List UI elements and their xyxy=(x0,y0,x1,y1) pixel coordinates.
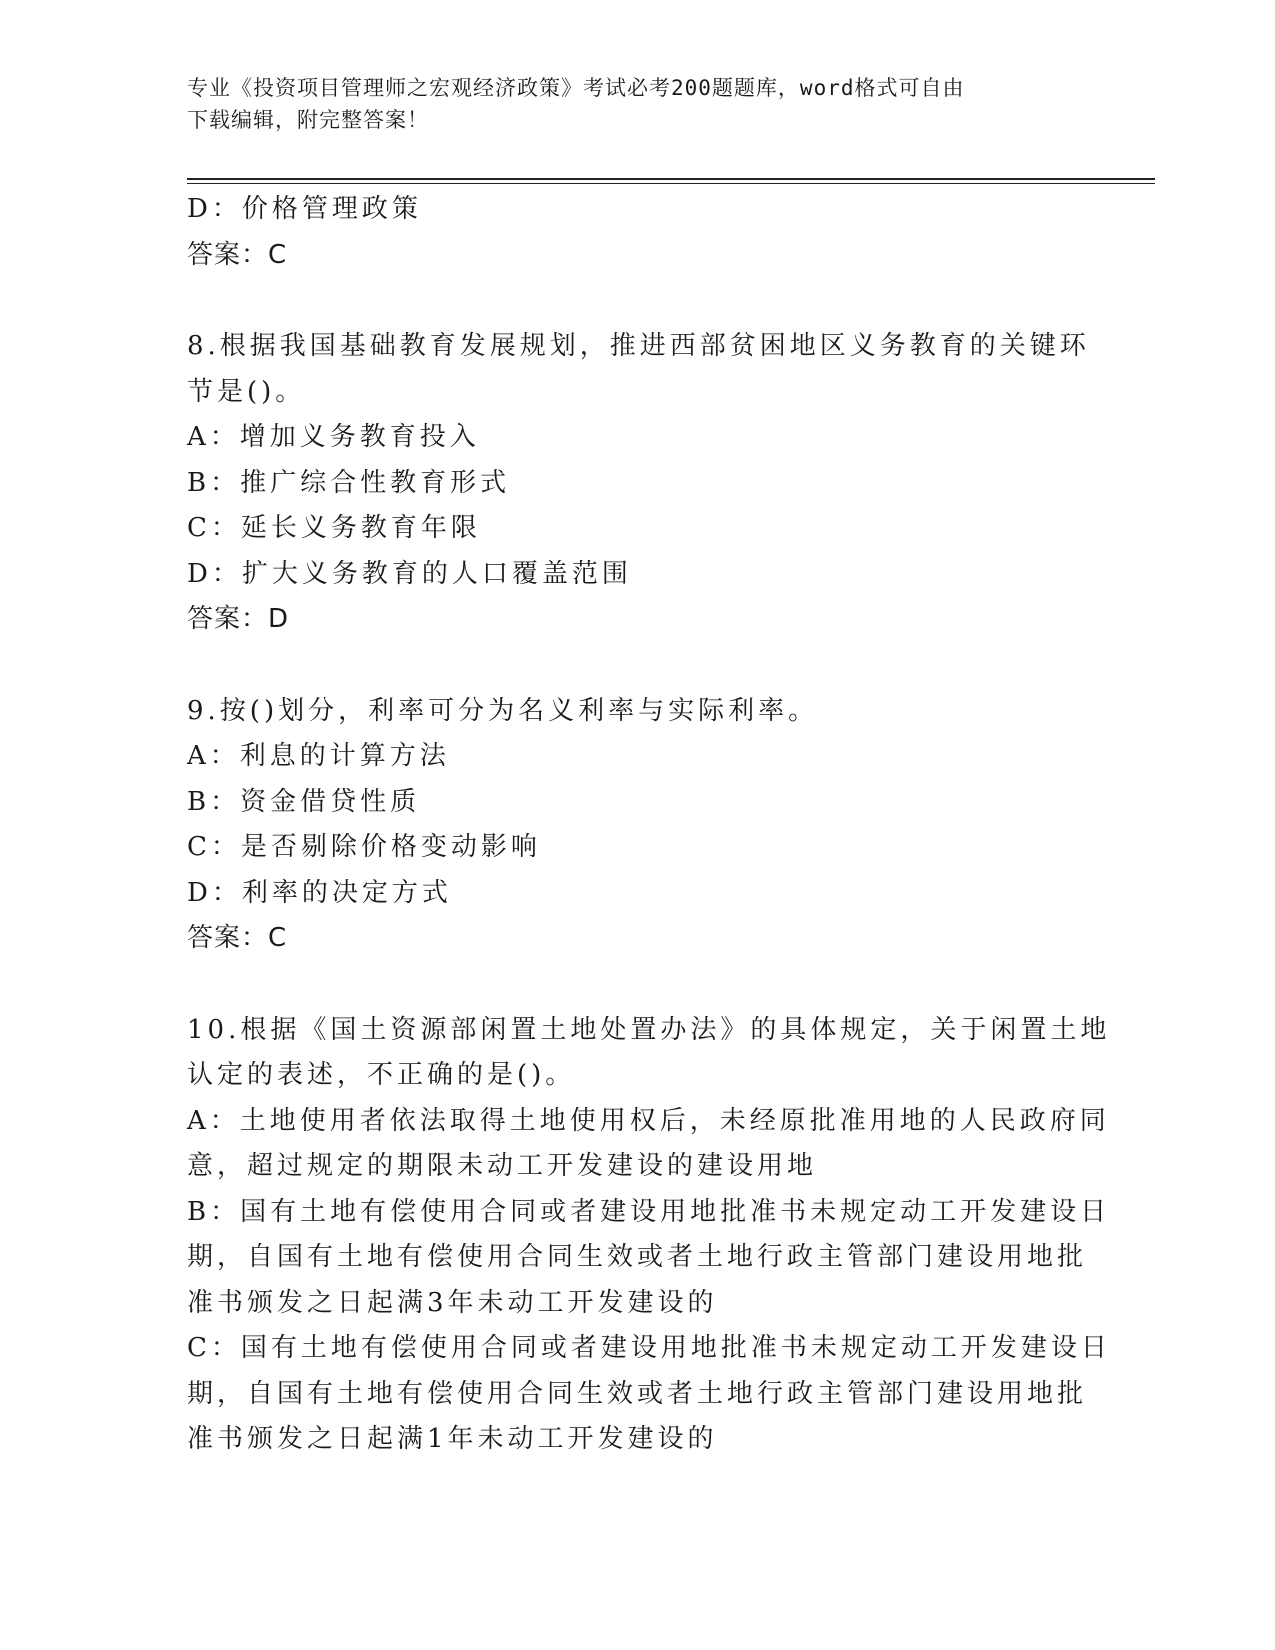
question-content xyxy=(187,187,1111,1463)
question-8 xyxy=(187,324,1090,643)
option-c: C：是否剔除价格变动影响 xyxy=(187,832,541,862)
option-c-cont: 准书颁发之日起满1年未动工开发建设的 xyxy=(187,1424,718,1454)
header-line-1: 专业《投资项目管理师之宏观经济政策》考试必考200题题库，word格式可自由 xyxy=(187,76,965,100)
option-b: B：资金借贷性质 xyxy=(187,786,421,817)
header-line-2: 下载编辑，附完整答案！ xyxy=(187,108,429,132)
document-header xyxy=(187,72,1067,136)
option-c: C：国有土地有偿使用合同或者建设用地批准书未规定动工开发建设日 xyxy=(187,1333,1111,1363)
question-stem-cont: 认定的表述，不正确的是()。 xyxy=(187,1060,576,1090)
prev-question-tail xyxy=(187,187,1087,278)
option-d: D：扩大义务教育的人口覆盖范围 xyxy=(187,558,632,589)
spacer xyxy=(187,643,1087,689)
question-9 xyxy=(187,689,1087,962)
question-stem: 9.按()划分，利率可分为名义利率与实际利率。 xyxy=(187,695,819,726)
option-a: A：土地使用者依法取得土地使用权后，未经原批准用地的人民政府同 xyxy=(187,1105,1110,1136)
question-10 xyxy=(187,1008,1111,1463)
option-b: B：国有土地有偿使用合同或者建设用地批准书未规定动工开发建设日 xyxy=(187,1196,1111,1227)
header-divider-thick xyxy=(187,178,1155,180)
option-a: A：利息的计算方法 xyxy=(187,741,450,771)
answer-line: 答案：C xyxy=(187,239,288,270)
option-a: A：增加义务教育投入 xyxy=(187,422,480,452)
option-b-cont: 期，自国有土地有偿使用合同生效或者土地行政主管部门建设用地批 xyxy=(187,1242,1088,1272)
question-stem: 10.根据《国土资源部闲置土地处置办法》的具体规定，关于闲置土地 xyxy=(187,1014,1111,1045)
header-divider-thin xyxy=(187,183,1155,184)
option-d: D：利率的决定方式 xyxy=(187,877,452,908)
answer-line: 答案：C xyxy=(187,923,288,953)
option-b: B：推广综合性教育形式 xyxy=(187,467,511,498)
spacer xyxy=(187,278,1087,324)
spacer xyxy=(187,962,1087,1008)
option-d: D：价格管理政策 xyxy=(187,194,422,224)
option-b-cont: 准书颁发之日起满3年未动工开发建设的 xyxy=(187,1287,718,1318)
question-stem-cont: 节是()。 xyxy=(187,376,306,407)
option-c-cont: 期，自国有土地有偿使用合同生效或者土地行政主管部门建设用地批 xyxy=(187,1378,1088,1409)
option-c: C：延长义务教育年限 xyxy=(187,513,481,543)
option-a-cont: 意，超过规定的期限未动工开发建设的建设用地 xyxy=(187,1151,818,1181)
question-stem: 8.根据我国基础教育发展规划，推进西部贫困地区义务教育的关键环 xyxy=(187,331,1090,361)
answer-line: 答案：D xyxy=(187,604,290,634)
